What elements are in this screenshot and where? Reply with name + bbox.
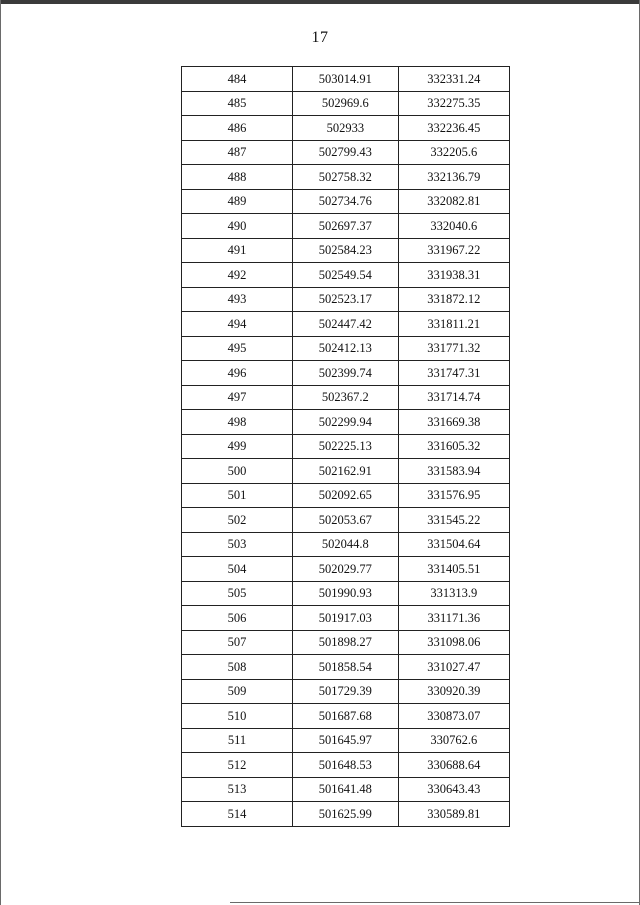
x-coordinate-cell: 501917.03: [293, 606, 398, 631]
x-coordinate-cell: 501858.54: [293, 655, 398, 680]
point-number-cell: 506: [182, 606, 293, 631]
x-coordinate-cell: 502697.37: [293, 214, 398, 239]
point-number-cell: 500: [182, 459, 293, 484]
x-coordinate-cell: 502523.17: [293, 287, 398, 312]
table-row: [182, 287, 510, 312]
x-coordinate-cell: 502584.23: [293, 238, 398, 263]
point-number-cell: 485: [182, 91, 293, 116]
y-coordinate-cell: 331669.38: [398, 410, 509, 435]
table-row: [182, 655, 510, 680]
x-coordinate-cell: 502044.8: [293, 532, 398, 557]
coordinates-table: [181, 66, 510, 827]
point-number-cell: 486: [182, 116, 293, 141]
point-number-cell: 490: [182, 214, 293, 239]
y-coordinate-cell: 332082.81: [398, 189, 509, 214]
table-row: [182, 532, 510, 557]
y-coordinate-cell: 330873.07: [398, 704, 509, 729]
scan-edge-top: [0, 0, 640, 4]
y-coordinate-cell: 331938.31: [398, 263, 509, 288]
table-row: [182, 679, 510, 704]
point-number-cell: 508: [182, 655, 293, 680]
point-number-cell: 503: [182, 532, 293, 557]
y-coordinate-cell: 330643.43: [398, 777, 509, 802]
point-number-cell: 492: [182, 263, 293, 288]
x-coordinate-cell: 502162.91: [293, 459, 398, 484]
point-number-cell: 505: [182, 581, 293, 606]
x-coordinate-cell: 501625.99: [293, 802, 398, 827]
table-row: [182, 238, 510, 263]
table-row: [182, 336, 510, 361]
table-row: [182, 483, 510, 508]
scan-edge-bottom: [230, 902, 640, 903]
table-row: [182, 434, 510, 459]
y-coordinate-cell: 331098.06: [398, 630, 509, 655]
x-coordinate-cell: 502447.42: [293, 312, 398, 337]
x-coordinate-cell: 502412.13: [293, 336, 398, 361]
x-coordinate-cell: 501898.27: [293, 630, 398, 655]
y-coordinate-cell: 331504.64: [398, 532, 509, 557]
table-row: [182, 312, 510, 337]
table-row: [182, 361, 510, 386]
y-coordinate-cell: 332236.45: [398, 116, 509, 141]
scan-edge-left: [0, 0, 1, 905]
table-row: [182, 165, 510, 190]
y-coordinate-cell: 331811.21: [398, 312, 509, 337]
x-coordinate-cell: 502029.77: [293, 557, 398, 582]
point-number-cell: 502: [182, 508, 293, 533]
y-coordinate-cell: 331545.22: [398, 508, 509, 533]
y-coordinate-cell: 332040.6: [398, 214, 509, 239]
x-coordinate-cell: 502399.74: [293, 361, 398, 386]
table-row: [182, 630, 510, 655]
x-coordinate-cell: 502299.94: [293, 410, 398, 435]
point-number-cell: 497: [182, 385, 293, 410]
point-number-cell: 511: [182, 728, 293, 753]
y-coordinate-cell: 332205.6: [398, 140, 509, 165]
point-number-cell: 504: [182, 557, 293, 582]
table-row: [182, 459, 510, 484]
table-row: [182, 557, 510, 582]
point-number-cell: 514: [182, 802, 293, 827]
x-coordinate-cell: 502758.32: [293, 165, 398, 190]
y-coordinate-cell: 331872.12: [398, 287, 509, 312]
point-number-cell: 491: [182, 238, 293, 263]
x-coordinate-cell: 502225.13: [293, 434, 398, 459]
table-row: [182, 777, 510, 802]
point-number-cell: 489: [182, 189, 293, 214]
page-number: 17: [311, 29, 329, 46]
point-number-cell: 513: [182, 777, 293, 802]
table-row: [182, 581, 510, 606]
y-coordinate-cell: 331714.74: [398, 385, 509, 410]
point-number-cell: 494: [182, 312, 293, 337]
point-number-cell: 488: [182, 165, 293, 190]
y-coordinate-cell: 332275.35: [398, 91, 509, 116]
y-coordinate-cell: 330688.64: [398, 753, 509, 778]
table-row: [182, 263, 510, 288]
table-row: [182, 606, 510, 631]
y-coordinate-cell: 330589.81: [398, 802, 509, 827]
y-coordinate-cell: 331583.94: [398, 459, 509, 484]
y-coordinate-cell: 331027.47: [398, 655, 509, 680]
y-coordinate-cell: 331576.95: [398, 483, 509, 508]
y-coordinate-cell: 330920.39: [398, 679, 509, 704]
table-row: [182, 140, 510, 165]
x-coordinate-cell: 502969.6: [293, 91, 398, 116]
x-coordinate-cell: 502549.54: [293, 263, 398, 288]
x-coordinate-cell: 502933: [293, 116, 398, 141]
y-coordinate-cell: 332136.79: [398, 165, 509, 190]
point-number-cell: 484: [182, 67, 293, 92]
x-coordinate-cell: 501641.48: [293, 777, 398, 802]
point-number-cell: 496: [182, 361, 293, 386]
table-row: [182, 508, 510, 533]
y-coordinate-cell: 332331.24: [398, 67, 509, 92]
y-coordinate-cell: 331747.31: [398, 361, 509, 386]
point-number-cell: 510: [182, 704, 293, 729]
x-coordinate-cell: 502799.43: [293, 140, 398, 165]
y-coordinate-cell: 331605.32: [398, 434, 509, 459]
table-row: [182, 728, 510, 753]
x-coordinate-cell: 502092.65: [293, 483, 398, 508]
point-number-cell: 499: [182, 434, 293, 459]
table-row: [182, 116, 510, 141]
table-row: [182, 67, 510, 92]
x-coordinate-cell: 502734.76: [293, 189, 398, 214]
x-coordinate-cell: 502367.2: [293, 385, 398, 410]
y-coordinate-cell: 330762.6: [398, 728, 509, 753]
table-row: [182, 753, 510, 778]
point-number-cell: 495: [182, 336, 293, 361]
table-row: [182, 410, 510, 435]
point-number-cell: 487: [182, 140, 293, 165]
point-number-cell: 507: [182, 630, 293, 655]
table-row: [182, 189, 510, 214]
table-row: [182, 214, 510, 239]
coordinates-table-body: [182, 67, 510, 827]
y-coordinate-cell: 331171.36: [398, 606, 509, 631]
x-coordinate-cell: 501990.93: [293, 581, 398, 606]
y-coordinate-cell: 331771.32: [398, 336, 509, 361]
point-number-cell: 498: [182, 410, 293, 435]
point-number-cell: 501: [182, 483, 293, 508]
y-coordinate-cell: 331313.9: [398, 581, 509, 606]
x-coordinate-cell: 502053.67: [293, 508, 398, 533]
table-row: [182, 802, 510, 827]
table-row: [182, 385, 510, 410]
point-number-cell: 509: [182, 679, 293, 704]
point-number-cell: 493: [182, 287, 293, 312]
x-coordinate-cell: 501687.68: [293, 704, 398, 729]
y-coordinate-cell: 331967.22: [398, 238, 509, 263]
x-coordinate-cell: 503014.91: [293, 67, 398, 92]
point-number-cell: 512: [182, 753, 293, 778]
y-coordinate-cell: 331405.51: [398, 557, 509, 582]
x-coordinate-cell: 501648.53: [293, 753, 398, 778]
x-coordinate-cell: 501729.39: [293, 679, 398, 704]
x-coordinate-cell: 501645.97: [293, 728, 398, 753]
table-row: [182, 91, 510, 116]
table-row: [182, 704, 510, 729]
